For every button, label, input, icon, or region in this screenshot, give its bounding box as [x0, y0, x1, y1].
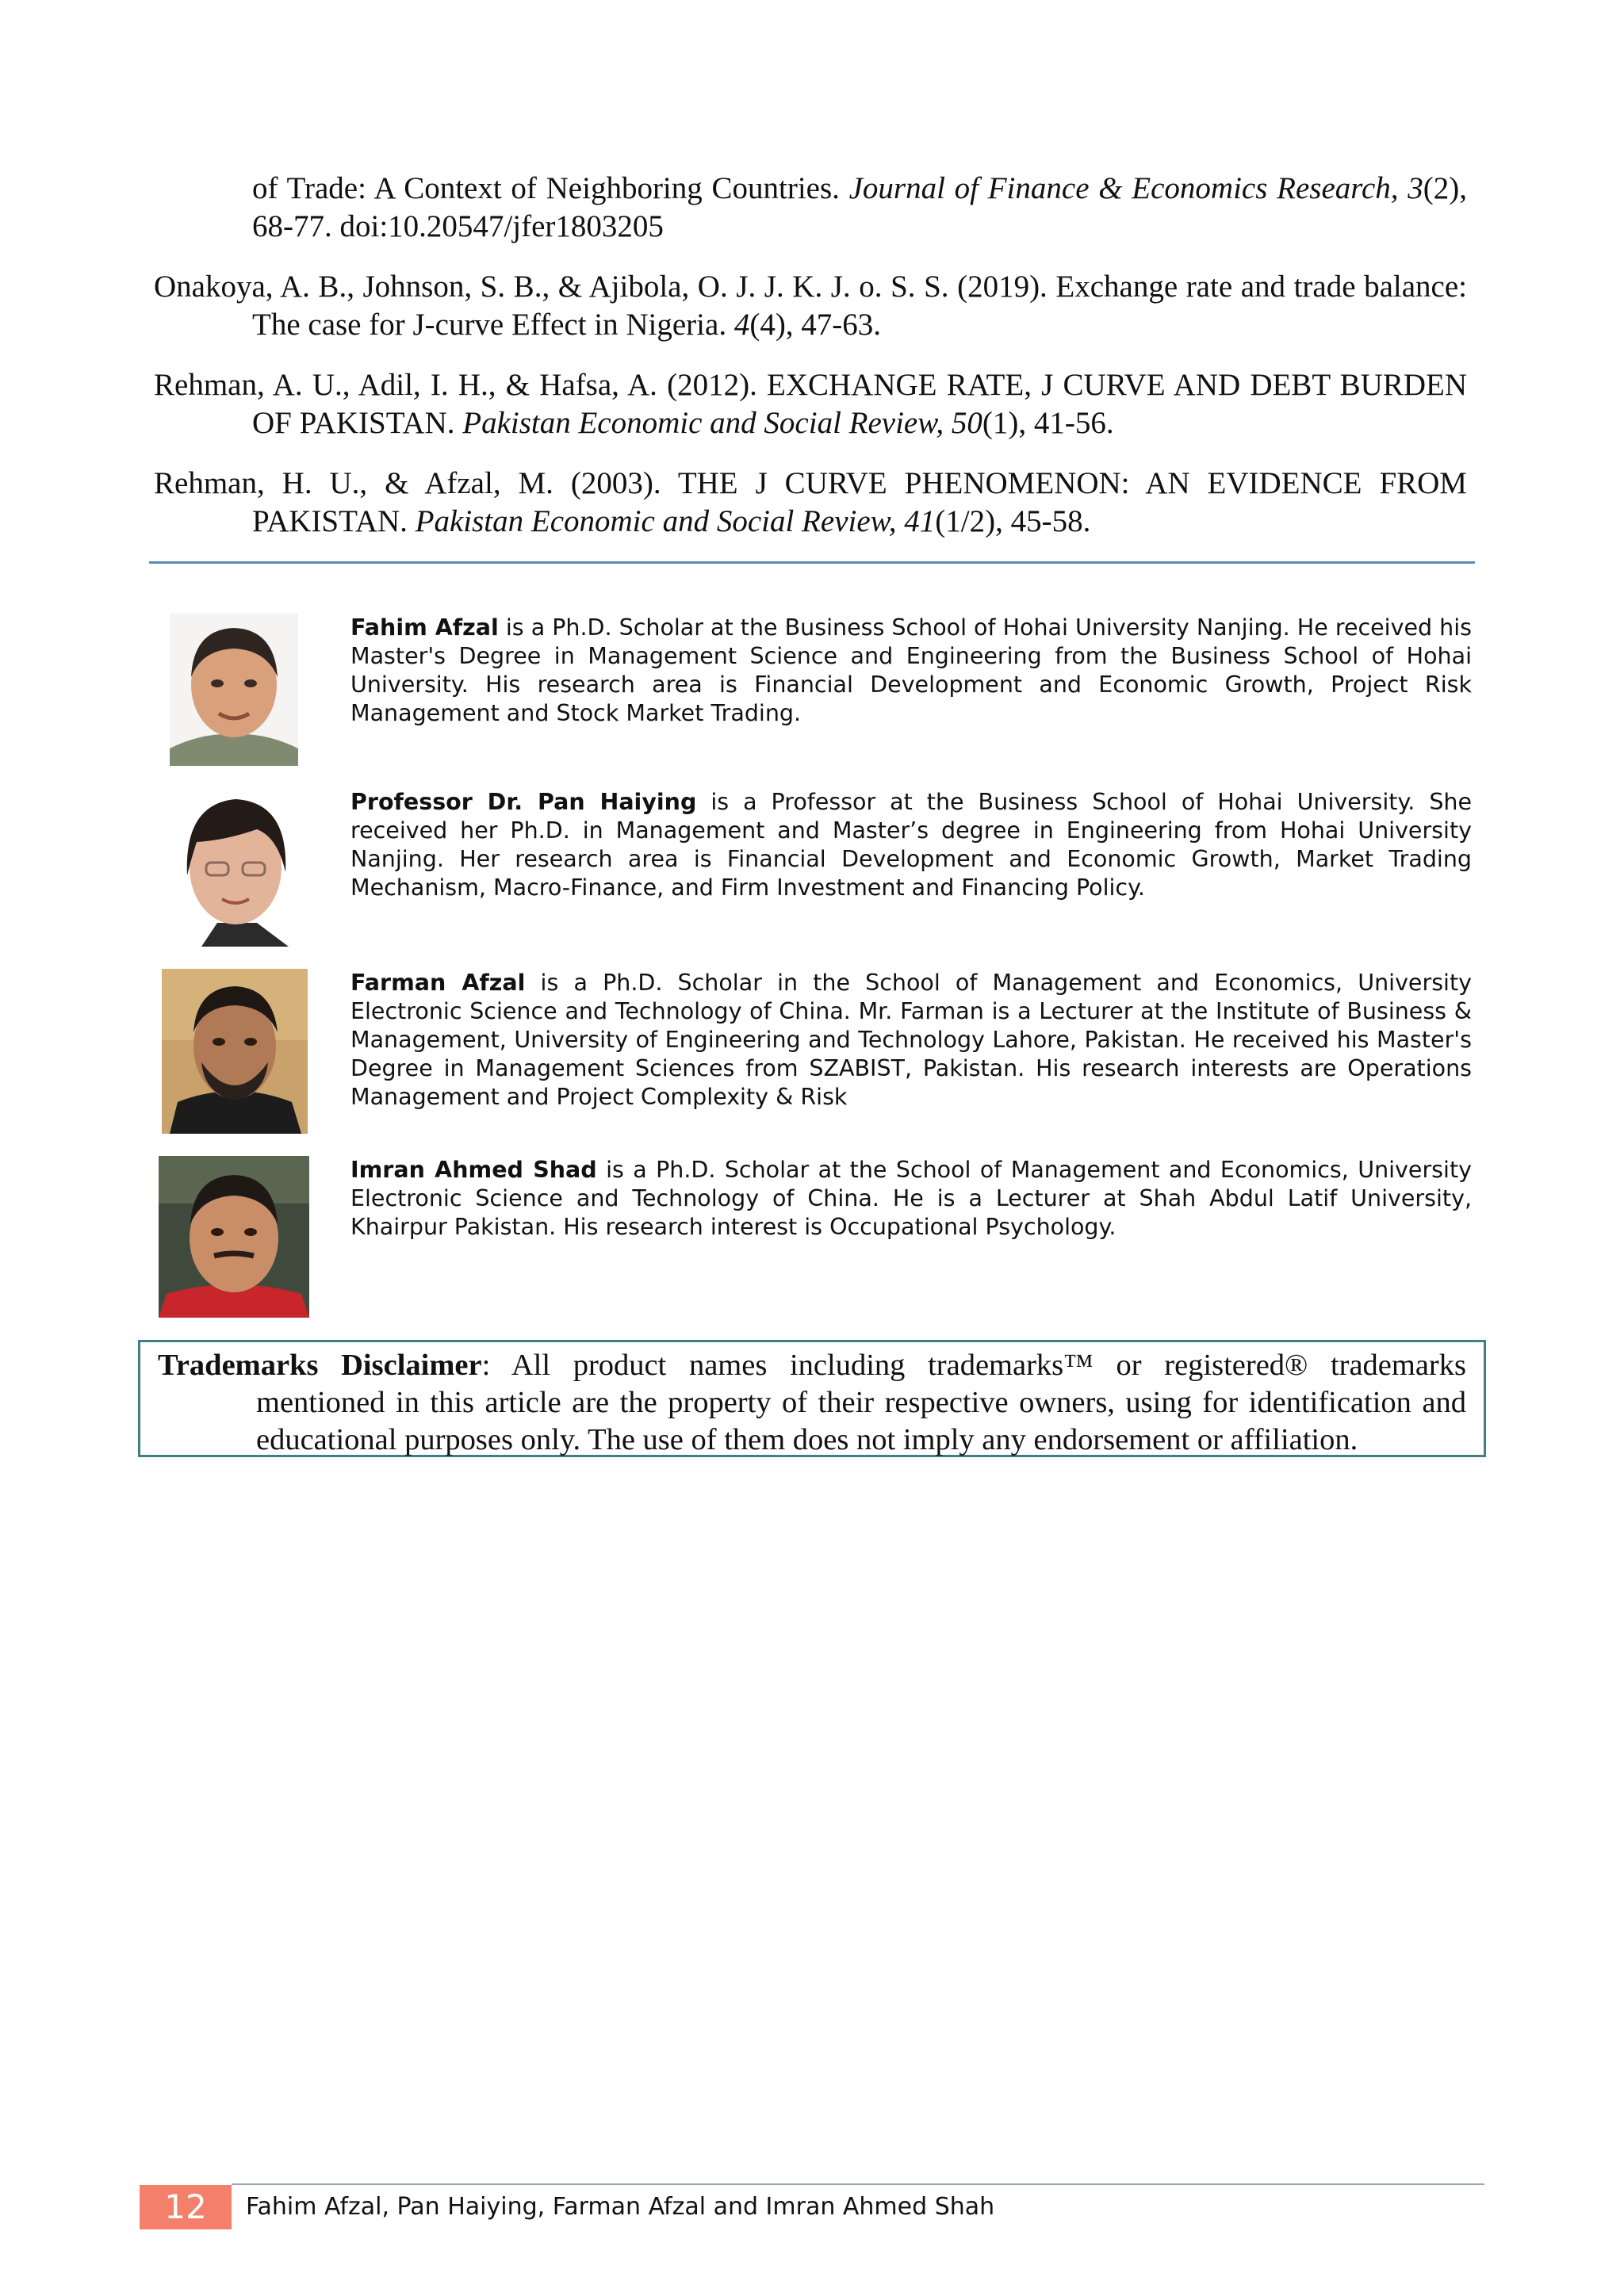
author-photo: [170, 614, 298, 766]
page-number-badge: 12: [140, 2185, 232, 2229]
author-name: Professor Dr. Pan Haiying: [350, 789, 697, 815]
reference-pages: (1), 41-56.: [982, 406, 1114, 440]
author-description: is a Professor at the Business School of Hohai University. She received her Ph.D. in Management and Master’s degree in Engineering from Hohai University Nanjing. Her research area is Financial Development and Economic Growth, Market Trading Mechanism, Macro-Finance, and Firm Investment and Financing Policy.: [350, 789, 1473, 901]
reference-text: Onakoya, A. B., Johnson, S. B., & Ajibola, O. J. J. K. J. o. S. S. (2019). Exchange rate and trade balance: The case for J-curve Effect in Nigeria.: [154, 270, 1467, 342]
reference-journal: Pakistan Economic and Social Review, 50: [462, 406, 982, 440]
author-bio-text: [350, 1156, 1472, 1242]
disclaimer-label: Trademarks Disclaimer: [158, 1349, 482, 1382]
author-bio-text: [350, 788, 1472, 902]
reference-entry: [154, 366, 1467, 442]
section-divider: [149, 561, 1475, 564]
disclaimer-body: : All product names including trademarks™ or registered® trademarks mentioned in this article are the property of their respective owners, using for identification and educational purposes only. The use of them does not imply any endorsement or affiliation.: [256, 1349, 1466, 1456]
reference-journal: Journal of Finance & Economics Research, 3: [848, 171, 1423, 205]
reference-journal: Pakistan Economic and Social Review, 41: [415, 504, 936, 538]
reference-pages: (4), 47-63.: [749, 308, 882, 342]
author-bio-fahim-afzal: [159, 614, 1475, 769]
author-bio-imran-ahmed-shad: [159, 1156, 1475, 1319]
author-bio-text: [350, 614, 1472, 728]
author-photo: [170, 788, 301, 947]
reference-text: of Trade: A Context of Neighboring Countries.: [252, 171, 849, 205]
author-name: Fahim Afzal: [350, 614, 499, 641]
reference-entry: [154, 465, 1467, 541]
references-section: [154, 170, 1467, 563]
author-photo: [162, 969, 308, 1134]
reference-entry: [154, 268, 1467, 344]
author-name: Imran Ahmed Shad: [350, 1157, 597, 1183]
footer-divider: [232, 2183, 1484, 2185]
trademarks-disclaimer-box: [138, 1340, 1486, 1457]
author-description: is a Ph.D. Scholar at the School of Management and Economics, University Electronic Science and Technology of China. He is a Lecturer at Shah Abdul Latif University, Khairpur Pakistan. His research interest is Occupational Psychology.: [350, 1157, 1472, 1240]
reference-text: Rehman, H. U., & Afzal, M. (2003). THE J CURVE PHENOMENON: AN EVIDENCE FROM PAKISTAN.: [154, 466, 1467, 538]
author-description: is a Ph.D. Scholar at the Business School of Hohai University Nanjing. He received his Master's Degree in Management Science and Engineering from the Business School of Hohai University. His research area is Financial Development and Economic Growth, Project Risk Management and Stock Market Trading.: [350, 614, 1472, 726]
reference-pages: (1/2), 45-58.: [935, 504, 1091, 538]
author-photo: [159, 1156, 309, 1318]
author-bio-text: [350, 969, 1472, 1112]
author-bio-pan-haiying: [159, 788, 1475, 948]
reference-entry: [154, 170, 1467, 246]
disclaimer-text: [158, 1342, 1466, 1459]
reference-text: Rehman, A. U., Adil, I. H., & Hafsa, A. (2012). EXCHANGE RATE, J CURVE AND DEBT BURDEN OF PAKISTAN.: [154, 368, 1467, 440]
author-name: Farman Afzal: [350, 970, 526, 996]
footer-authors: Fahim Afzal, Pan Haiying, Farman Afzal and Imran Ahmed Shah: [246, 2193, 995, 2221]
reference-pages: (2), 68-77. doi:10.20547/jfer1803205: [252, 171, 1467, 243]
author-description: is a Ph.D. Scholar in the School of Management and Economics, University Electronic Science and Technology of China. Mr. Farman is a Lecturer at the Institute of Business & Management, University of Engineering and Technology Lahore, Pakistan. He received his Master's Degree in Management Sciences from SZABIST, Pakistan. His research interests are Operations Management and Project Complexity & Risk: [350, 970, 1472, 1110]
reference-volume: 4: [733, 308, 750, 342]
author-bio-farman-afzal: [159, 969, 1475, 1135]
